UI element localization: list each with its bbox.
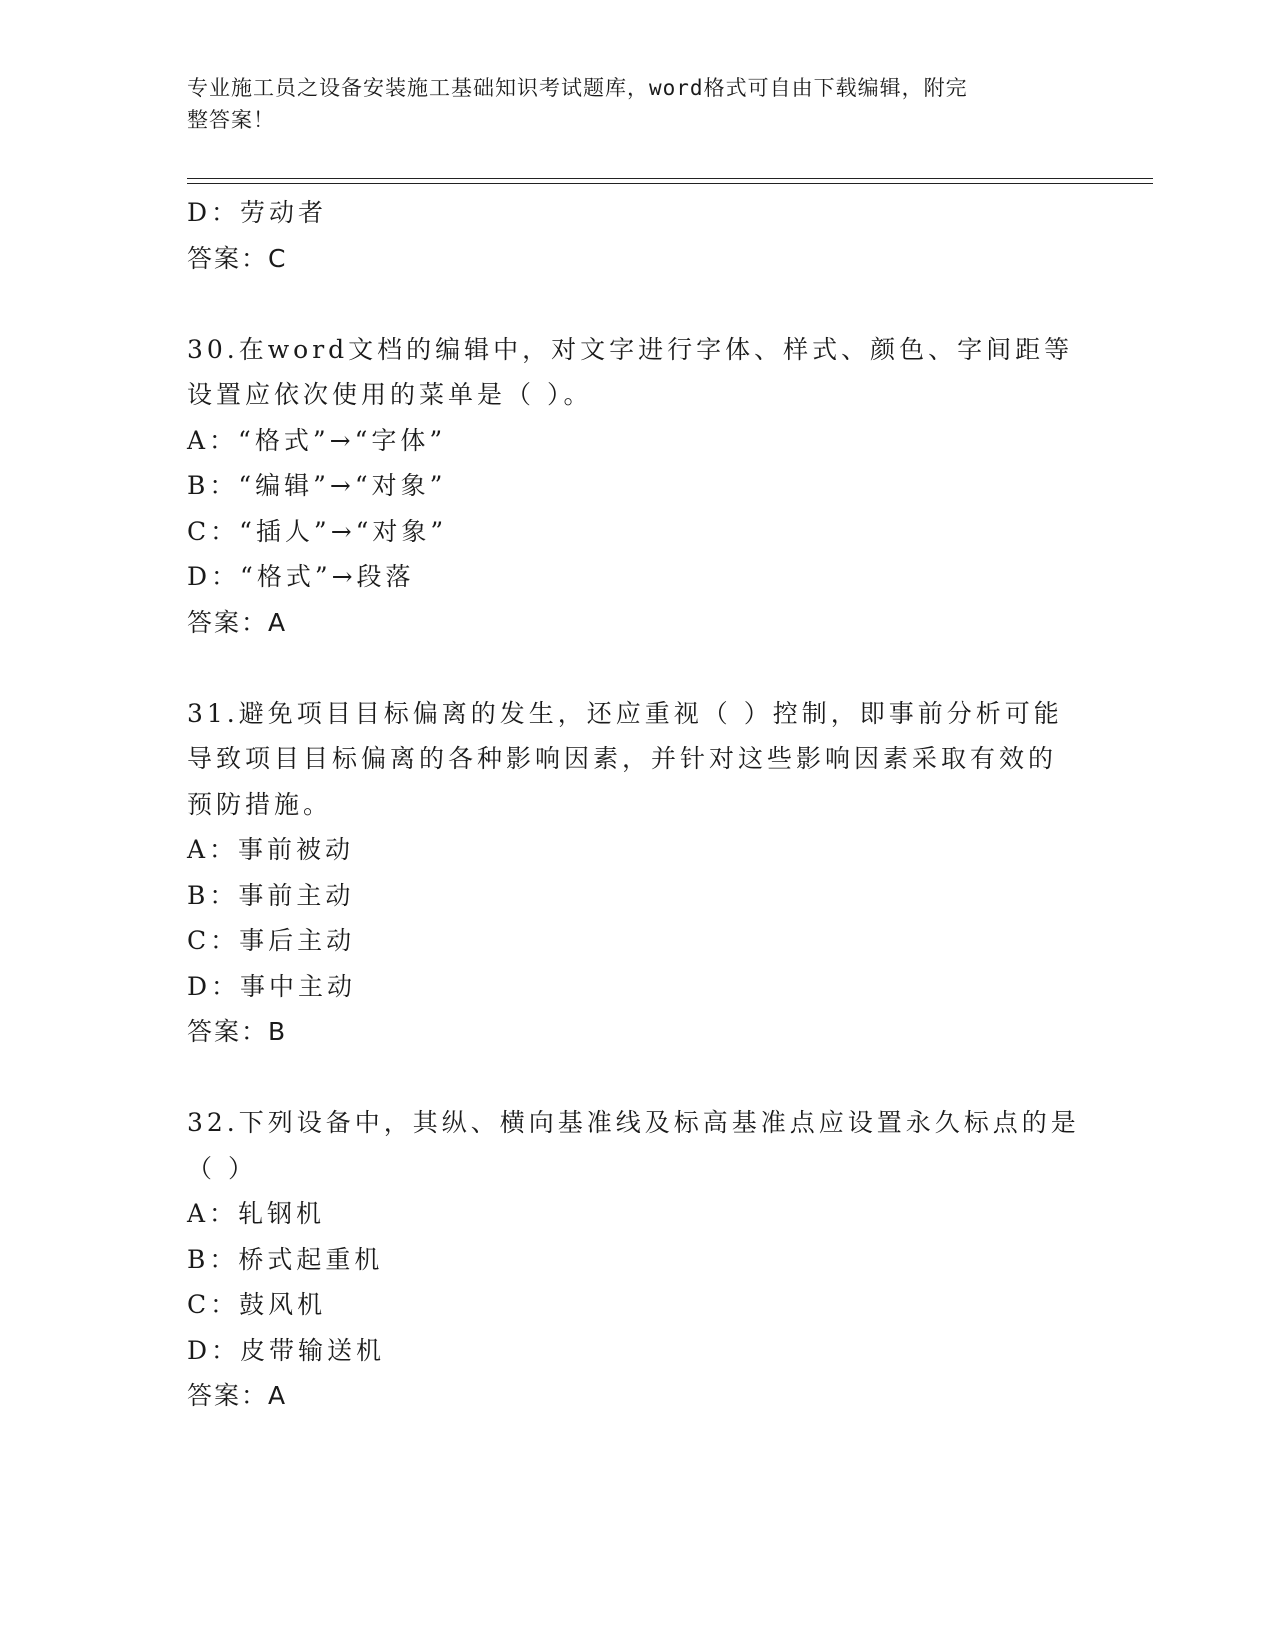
document-body [187, 190, 1087, 1419]
stem-line: （ ） [187, 1153, 257, 1183]
option-b: B：事前主动 [187, 880, 355, 910]
question-stem [187, 1100, 1087, 1191]
answer: 答案：B [187, 1017, 288, 1046]
option-a: A：事前被动 [187, 835, 355, 864]
answer: 答案：A [187, 607, 288, 637]
header-rule-top [187, 178, 1153, 179]
stem-line: 预防措施。 [187, 789, 333, 819]
stem-line: 设置应依次使用的菜单是（ ）。 [187, 380, 593, 409]
stem-line: 32.下列设备中，其纵、横向基准线及标高基准点应设置永久标点的是 [187, 1108, 1080, 1137]
option-c: C：鼓风机 [187, 1290, 327, 1319]
spacer [187, 281, 1087, 327]
previous-question-tail [187, 190, 1087, 281]
stem-line: 31.避免项目目标偏离的发生，还应重视（ ）控制，即事前分析可能 [187, 698, 1063, 728]
header-rule-bottom [187, 183, 1153, 184]
stem-line: 30.在word文档的编辑中，对文字进行字体、样式、颜色、字间距等 [187, 334, 1074, 364]
option-c: C：事后主动 [187, 926, 356, 955]
document-header [187, 72, 1087, 136]
spacer [187, 1055, 1087, 1101]
option-a: A：“格式”→“字体” [187, 425, 447, 455]
question-31 [187, 691, 1087, 1055]
option-d: D：“格式”→段落 [187, 562, 415, 591]
question-stem [187, 691, 1087, 828]
option-d: D：事中主动 [187, 971, 357, 1001]
header-line-2: 整答案！ [187, 108, 275, 132]
answer: 答案：C [187, 243, 288, 273]
option-b: B：桥式起重机 [187, 1244, 384, 1274]
option-a: A：轧钢机 [187, 1199, 326, 1228]
spacer [187, 645, 1087, 691]
question-32 [187, 1100, 1087, 1419]
option-c: C：“插人”→“对象” [187, 516, 448, 546]
header-line-1: 专业施工员之设备安装施工基础知识考试题库，word格式可自由下载编辑，附完 [187, 76, 968, 100]
stem-line: 导致项目目标偏离的各种影响因素，并针对这些影响因素采取有效的 [187, 744, 1058, 773]
answer: 答案：A [187, 1381, 288, 1410]
question-30 [187, 327, 1087, 646]
option-d: D：劳动者 [187, 198, 328, 227]
option-b: B：“编辑”→“对象” [187, 471, 447, 500]
option-d: D：皮带输送机 [187, 1335, 386, 1365]
question-stem [187, 327, 1087, 418]
